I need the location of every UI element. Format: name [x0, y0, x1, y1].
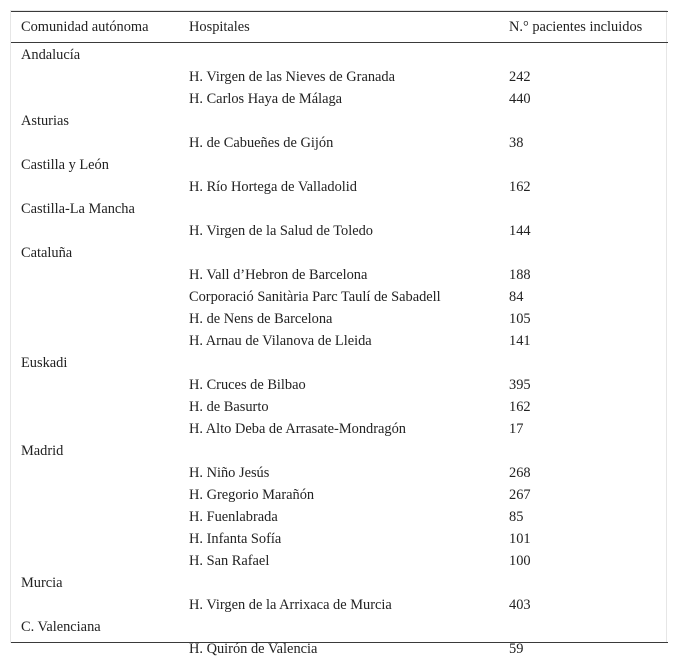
patient-count: 268 — [509, 465, 531, 481]
hospital-name: H. de Cabueñes de Gijón — [189, 135, 334, 151]
community-label: Castilla y León — [21, 157, 109, 173]
hospital-name: H. Cruces de Bilbao — [189, 377, 306, 393]
hospital-name: H. Gregorio Marañón — [189, 487, 315, 503]
patient-count: 17 — [509, 421, 524, 437]
patient-count: 100 — [509, 553, 531, 569]
patient-count: 141 — [509, 333, 531, 349]
patient-count: 403 — [509, 597, 531, 613]
patient-count: 188 — [509, 267, 531, 283]
hospital-name: H. Virgen de la Arrixaca de Murcia — [189, 597, 392, 613]
hospital-name: H. Niño Jesús — [189, 465, 270, 481]
hospital-name: H. Quirón de Valencia — [189, 641, 318, 657]
patient-count: 267 — [509, 487, 531, 503]
community-label: Andalucía — [21, 47, 81, 63]
header-rule — [11, 42, 668, 43]
community-label: Cataluña — [21, 245, 73, 261]
community-label: Euskadi — [21, 355, 68, 371]
patient-count: 38 — [509, 135, 524, 151]
hospital-name: Corporació Sanitària Parc Taulí de Sabadell — [189, 289, 441, 305]
patient-count: 105 — [509, 311, 531, 327]
hospital-name: H. Vall d’Hebron de Barcelona — [189, 267, 368, 283]
header-hospitals: Hospitales — [189, 19, 250, 35]
community-label: Asturias — [21, 113, 69, 129]
hospital-name: H. San Rafael — [189, 553, 270, 569]
hospital-name: H. Virgen de la Salud de Toledo — [189, 223, 373, 239]
community-label: Madrid — [21, 443, 64, 459]
hospital-name: H. Virgen de las Nieves de Granada — [189, 69, 396, 85]
hospital-name: H. Arnau de Vilanova de Lleida — [189, 333, 372, 349]
patient-count: 162 — [509, 179, 531, 195]
patient-count: 84 — [509, 289, 524, 305]
hospital-name: H. Río Hortega de Valladolid — [189, 179, 357, 195]
header-community: Comunidad autónoma — [21, 19, 149, 35]
table-top-rule — [11, 11, 668, 12]
community-label: C. Valenciana — [21, 619, 101, 635]
header-patients: N.° pacientes incluidos — [509, 19, 643, 35]
patient-count: 59 — [509, 641, 524, 657]
hospital-name: H. Carlos Haya de Málaga — [189, 91, 343, 107]
community-label: Murcia — [21, 575, 63, 591]
hospital-name: H. de Nens de Barcelona — [189, 311, 333, 327]
hospital-name: H. Alto Deba de Arrasate-Mondragón — [189, 421, 406, 437]
patient-count: 144 — [509, 223, 531, 239]
patient-count: 101 — [509, 531, 531, 547]
patient-count: 440 — [509, 91, 531, 107]
patient-count: 85 — [509, 509, 524, 525]
table-bottom-rule — [11, 642, 668, 643]
hospital-name: H. Fuenlabrada — [189, 509, 278, 525]
patient-count: 242 — [509, 69, 531, 85]
community-label: Castilla-La Mancha — [21, 201, 135, 217]
patient-count: 162 — [509, 399, 531, 415]
patient-count: 395 — [509, 377, 531, 393]
hospital-name: H. Infanta Sofía — [189, 531, 282, 547]
hospital-name: H. de Basurto — [189, 399, 269, 415]
